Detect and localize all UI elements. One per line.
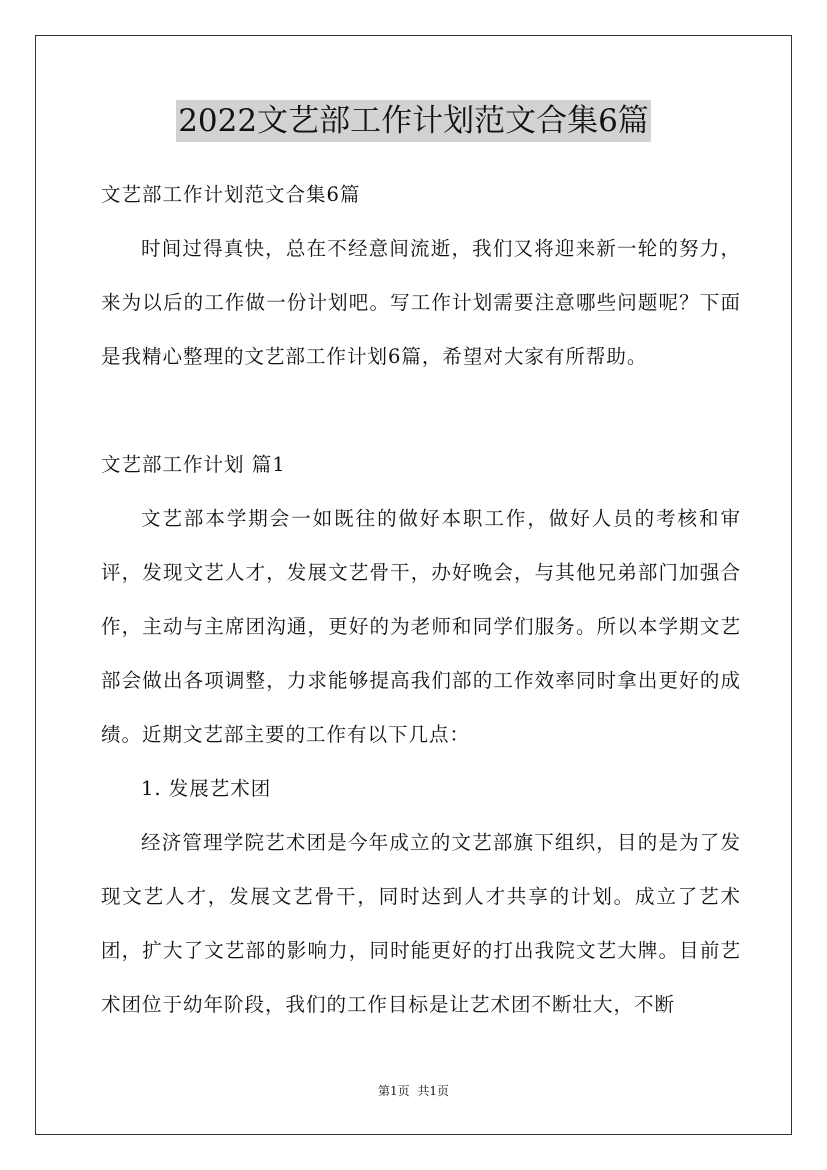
- document-subtitle: 文艺部工作计划范文合集6篇: [101, 183, 361, 206]
- intro-paragraph: 时间过得真快，总在不经意间流逝，我们又将迎来新一轮的努力，来为以后的工作做一份计划吧。写工作计划需要注意哪些问题呢？下面是我精心整理的文艺部工作计划6篇，希望对大家有所帮助。: [101, 237, 741, 368]
- paragraph-gap: [101, 384, 741, 438]
- list-item-1: 1. 发展艺术团: [141, 777, 272, 800]
- body-paragraph-2: 经济管理学院艺术团是今年成立的文艺部旗下组织，目的是为了发现文艺人才，发展文艺骨干，同时达到人才共享的计划。成立了艺术团，扩大了文艺部的影响力，同时能更好的打出我院文艺大牌。目前艺术团位于幼年阶段，我们的工作目标是让艺术团不断壮大，不断: [101, 831, 741, 1016]
- body-paragraph-1: 文艺部本学期会一如既往的做好本职工作，做好人员的考核和审评，发现文艺人才，发展文艺骨干，办好晚会，与其他兄弟部门加强合作，主动与主席团沟通，更好的为老师和同学们服务。所以本学期文艺部会做出各项调整，力求能够提高我们部的工作效率同时拿出更好的成绩。近期文艺部主要的工作有以下几点：: [101, 507, 741, 746]
- page-footer: [0, 1083, 827, 1099]
- document-title: 2022文艺部工作计划范文合集6篇: [176, 100, 651, 142]
- title-container: [0, 100, 827, 142]
- section-heading: 文艺部工作计划 篇1: [101, 453, 286, 476]
- document-body: [101, 168, 741, 1032]
- page-total: 共1页: [417, 1084, 450, 1098]
- page-number: 第1页: [377, 1084, 410, 1098]
